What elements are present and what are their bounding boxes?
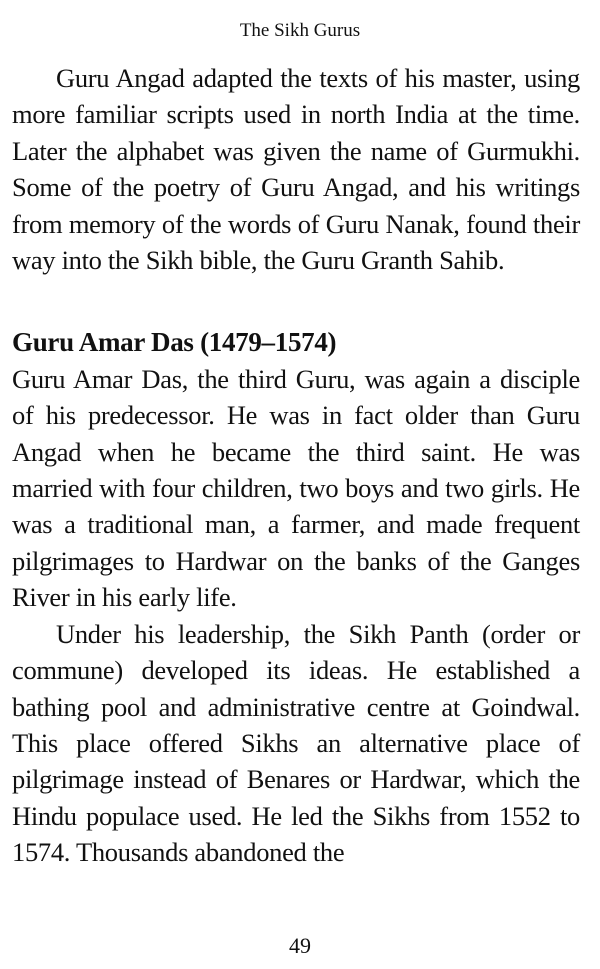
section-heading-guru-amar-das: Guru Amar Das (1479–1574): [12, 327, 337, 358]
paragraph-sikh-panth: Under his leadership, the Sikh Panth (order or commune) developed its ideas. He established a bathing pool and administrative centre at Goindwal. This place offered Sikhs an alternative place of pilgrimage instead of Benares or Hardwar, which the Hindu populace used. He led the Sikhs from 1552 to 1574. Thousands abandoned the: [12, 618, 580, 868]
body-text: [12, 60, 580, 871]
running-head: The Sikh Gurus: [239, 20, 361, 41]
paragraph-guru-angad: Guru Angad adapted the texts of his master, using more familiar scripts used in north India at the time. Later the alphabet was given the name of Gurmukhi. Some of the poetry of Guru Angad, and his writings from memory of the words of Guru Nanak, found their way into the Sikh bible, the Guru Granth Sahib.: [12, 63, 580, 276]
paragraph-amar-das-intro: Guru Amar Das, the third Guru, was again a disciple of his predecessor. He was in fact older than Guru Angad when he became the third saint. He was married with four children, two boys and two girls. He was a traditional man, a farmer, and made frequent pilgrimages to Hardwar on the banks of the Ganges River in his early life.: [12, 363, 580, 613]
page-number: 49: [289, 933, 311, 958]
